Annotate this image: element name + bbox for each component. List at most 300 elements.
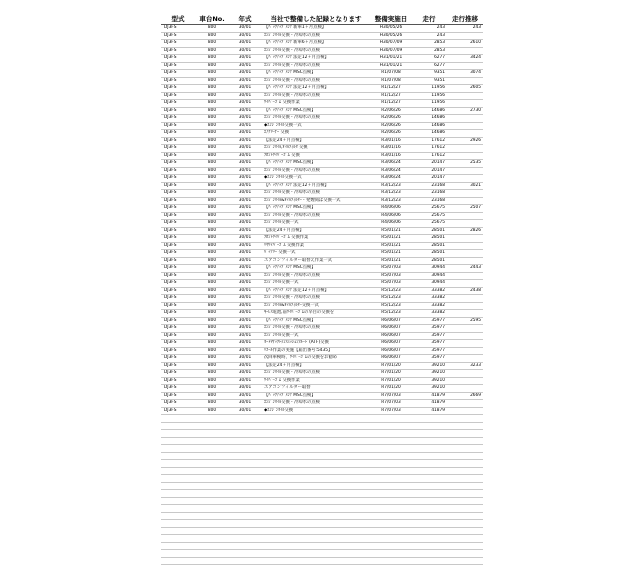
empty-cell (411, 512, 447, 520)
cell-description: ﾌﾛﾝﾄﾜｲﾊﾟｰｺﾞﾑ 交換 (261, 152, 371, 160)
empty-cell (447, 452, 483, 460)
cell-unit-number: 800 (195, 100, 229, 108)
empty-cell (229, 415, 261, 423)
cell-model: DJ3FS (161, 242, 195, 250)
cell-model: DJ3FS (161, 167, 195, 175)
cell-mileage: 41879 (411, 392, 447, 400)
cell-year: 30/01 (229, 295, 261, 303)
cell-description: ｴﾝｼﾞﾝｵｲﾙ交換・冷却水の点検 (261, 92, 371, 100)
cell-mileage-trend: 2595 (447, 317, 483, 325)
empty-cell (195, 520, 229, 528)
cell-unit-number: 800 (195, 77, 229, 85)
empty-cell (161, 437, 195, 445)
cell-description: 次回車検時、ﾜｲﾊﾟｰｺﾞﾑの交換をお勧め (261, 355, 371, 363)
cell-unit-number: 800 (195, 317, 229, 325)
empty-cell (229, 430, 261, 438)
cell-model: DJ3FS (161, 62, 195, 70)
cell-mileage: 28501 (411, 227, 447, 235)
cell-model: DJ3FS (161, 362, 195, 370)
cell-unit-number: 800 (195, 272, 229, 280)
empty-cell (371, 452, 411, 460)
cell-mileage: 9351 (411, 70, 447, 78)
empty-cell (229, 535, 261, 543)
cell-service-date: R7/07/03 (371, 392, 411, 400)
empty-cell (261, 542, 371, 550)
empty-cell (195, 467, 229, 475)
cell-mileage-trend (447, 77, 483, 85)
cell-unit-number: 800 (195, 47, 229, 55)
empty-row (161, 460, 483, 468)
cell-description: ｴﾝｼﾞﾝｵｲﾙ交換・冷却水の点検 (261, 295, 371, 303)
empty-cell (447, 527, 483, 535)
empty-cell (411, 430, 447, 438)
cell-unit-number: 800 (195, 362, 229, 370)
empty-cell (411, 445, 447, 453)
empty-cell (161, 467, 195, 475)
cell-unit-number: 800 (195, 227, 229, 235)
cell-year: 30/01 (229, 122, 261, 130)
cell-mileage-trend: 2605 (447, 85, 483, 93)
cell-year: 30/01 (229, 302, 261, 310)
table-row (161, 47, 483, 55)
empty-cell (371, 497, 411, 505)
cell-mileage: 243 (411, 25, 447, 33)
cell-model: DJ3FS (161, 302, 195, 310)
empty-cell (261, 497, 371, 505)
cell-model: DJ3FS (161, 32, 195, 40)
empty-cell (195, 475, 229, 483)
empty-cell (447, 422, 483, 430)
table-row (161, 250, 483, 258)
cell-model: DJ3FS (161, 160, 195, 168)
cell-model: DJ3FS (161, 190, 195, 198)
cell-service-date: H31/01/21 (371, 62, 411, 70)
empty-cell (229, 490, 261, 498)
cell-year: 30/01 (229, 242, 261, 250)
cell-unit-number: 800 (195, 265, 229, 273)
cell-mileage: 2853 (411, 40, 447, 48)
cell-mileage: 33382 (411, 295, 447, 303)
table-row (161, 370, 483, 378)
cell-mileage-trend (447, 122, 483, 130)
cell-service-date: R3/01/16 (371, 152, 411, 160)
table-row (161, 332, 483, 340)
empty-cell (411, 542, 447, 550)
empty-cell (195, 527, 229, 535)
header-model: 型式 (161, 12, 195, 25)
cell-unit-number: 800 (195, 377, 229, 385)
cell-service-date: R6/06/07 (371, 340, 411, 348)
empty-cell (195, 490, 229, 498)
cell-mileage-trend (447, 92, 483, 100)
cell-mileage: 28501 (411, 250, 447, 258)
cell-model: DJ3FS (161, 227, 195, 235)
cell-description: ◆ｴﾝｼﾞﾝｵｲﾙ交換 (261, 407, 371, 415)
cell-description: ｴﾝｼﾞﾝｵｲﾙ交換一式 (261, 332, 371, 340)
cell-unit-number: 800 (195, 70, 229, 78)
cell-mileage: 33382 (411, 287, 447, 295)
cell-year: 30/01 (229, 325, 261, 333)
cell-description: ◆ｴﾝｼﾞﾝｵｲﾙ交換一式 (261, 175, 371, 183)
cell-unit-number: 800 (195, 167, 229, 175)
empty-cell (161, 452, 195, 460)
cell-model: DJ3FS (161, 272, 195, 280)
cell-year: 30/01 (229, 205, 261, 213)
cell-mileage: 23168 (411, 190, 447, 198)
cell-mileage-trend (447, 280, 483, 288)
empty-cell (229, 467, 261, 475)
cell-service-date: R6/06/07 (371, 332, 411, 340)
cell-description: 【ﾊﾞｯｸｱｯﾌﾟﾒﾝﾃ MSC点検】 (261, 205, 371, 213)
cell-mileage: 9351 (411, 77, 447, 85)
cell-description: 【法定24ヶ月点検】 (261, 137, 371, 145)
cell-mileage-trend: 2438 (447, 287, 483, 295)
cell-unit-number: 800 (195, 302, 229, 310)
cell-description: 【ﾊﾞｯｸｱｯﾌﾟﾒﾝﾃ MSC点検】 (261, 317, 371, 325)
cell-service-date: R7/07/03 (371, 407, 411, 415)
table-row (161, 265, 483, 273)
cell-service-date: R5/01/21 (371, 227, 411, 235)
cell-mileage: 35977 (411, 355, 447, 363)
table-row (161, 62, 483, 70)
cell-description: 【法定24ヶ月点検】 (261, 362, 371, 370)
cell-year: 30/01 (229, 47, 261, 55)
empty-cell (161, 475, 195, 483)
cell-service-date: R4/06/06 (371, 205, 411, 213)
cell-service-date: H30/07/09 (371, 47, 411, 55)
cell-unit-number: 800 (195, 62, 229, 70)
cell-mileage-trend (447, 400, 483, 408)
cell-year: 30/01 (229, 362, 261, 370)
cell-year: 30/01 (229, 400, 261, 408)
cell-model: DJ3FS (161, 100, 195, 108)
empty-cell (195, 557, 229, 565)
cell-model: DJ3FS (161, 407, 195, 415)
empty-cell (161, 512, 195, 520)
cell-mileage: 35977 (411, 340, 447, 348)
empty-cell (261, 460, 371, 468)
cell-service-date: R3/06/24 (371, 160, 411, 168)
cell-description: ﾘﾔﾜｲﾊﾟｰｺﾞﾑ 交換作業 (261, 242, 371, 250)
cell-service-date: R2/06/26 (371, 107, 411, 115)
empty-cell (161, 415, 195, 423)
cell-service-date: R6/06/07 (371, 325, 411, 333)
header-service-date: 整備実施日 (371, 12, 411, 25)
empty-cell (261, 527, 371, 535)
cell-service-date: R5/01/21 (371, 235, 411, 243)
empty-cell (195, 550, 229, 558)
cell-year: 30/01 (229, 182, 261, 190)
table-row (161, 257, 483, 265)
cell-mileage-trend (447, 175, 483, 183)
cell-unit-number: 800 (195, 160, 229, 168)
table-row (161, 347, 483, 355)
cell-service-date: R5/12/23 (371, 295, 411, 303)
cell-unit-number: 800 (195, 392, 229, 400)
cell-description: 【ﾊﾞｯｸｱｯﾌﾟﾒﾝﾃ 法定12ヶ月点検】 (261, 55, 371, 63)
empty-cell (195, 497, 229, 505)
header-row (161, 12, 483, 25)
cell-description: 【ﾊﾞｯｸｱｯﾌﾟﾒﾝﾃ MSC点検】 (261, 265, 371, 273)
cell-service-date: R5/12/23 (371, 302, 411, 310)
cell-unit-number: 800 (195, 122, 229, 130)
table-row (161, 325, 483, 333)
cell-service-date: R6/06/07 (371, 355, 411, 363)
cell-unit-number: 800 (195, 355, 229, 363)
empty-cell (229, 527, 261, 535)
cell-model: DJ3FS (161, 47, 195, 55)
cell-mileage: 11956 (411, 85, 447, 93)
cell-year: 30/01 (229, 152, 261, 160)
cell-description: 【ﾊﾞｯｸｱｯﾌﾟﾒﾝﾃ 法定12ヶ月点検】 (261, 182, 371, 190)
cell-service-date: R5/01/21 (371, 242, 411, 250)
header-year: 年式 (229, 12, 261, 25)
table-row (161, 100, 483, 108)
cell-description: ｴｱｸﾘｰﾅｰ 交換 (261, 130, 371, 138)
table-row (161, 115, 483, 123)
empty-cell (411, 505, 447, 513)
cell-service-date: R7/07/03 (371, 400, 411, 408)
cell-description: ﾘｺｰﾙ作業の実施【届出番号:5435】 (261, 347, 371, 355)
empty-cell (229, 460, 261, 468)
empty-cell (195, 452, 229, 460)
cell-mileage-trend (447, 302, 483, 310)
cell-mileage: 20147 (411, 175, 447, 183)
empty-row (161, 415, 483, 423)
cell-mileage: 35977 (411, 332, 447, 340)
cell-mileage: 39210 (411, 377, 447, 385)
cell-service-date: R2/06/26 (371, 130, 411, 138)
empty-cell (161, 490, 195, 498)
cell-mileage-trend: 243 (447, 25, 483, 33)
cell-year: 30/01 (229, 197, 261, 205)
cell-service-date: R3/06/24 (371, 175, 411, 183)
empty-cell (161, 527, 195, 535)
empty-row (161, 445, 483, 453)
cell-mileage-trend: 3424 (447, 55, 483, 63)
cell-description: ｴﾝｼﾞﾝｵｲﾙ交換・冷却水の点検 (261, 370, 371, 378)
cell-unit-number: 800 (195, 85, 229, 93)
cell-mileage-trend (447, 257, 483, 265)
cell-unit-number: 800 (195, 235, 229, 243)
cell-year: 30/01 (229, 355, 261, 363)
cell-mileage-trend (447, 152, 483, 160)
empty-cell (229, 452, 261, 460)
cell-description: ｵｰﾄﾏﾁｯｸﾄﾗﾝｽﾐｯｼｮﾝﾌﾙｰﾄﾞ(ATF)交換 (261, 340, 371, 348)
cell-year: 30/01 (229, 92, 261, 100)
cell-service-date: R1/12/27 (371, 85, 411, 93)
cell-year: 30/01 (229, 115, 261, 123)
cell-mileage-trend (447, 62, 483, 70)
cell-description: 【ﾊﾞｯｸｱｯﾌﾟﾒﾝﾃ MSC点検】 (261, 107, 371, 115)
cell-description: ｴﾝｼﾞﾝｵｲﾙ交換・冷却水の点検 (261, 212, 371, 220)
table-row (161, 160, 483, 168)
empty-cell (371, 535, 411, 543)
cell-mileage-trend (447, 355, 483, 363)
table-row (161, 130, 483, 138)
cell-unit-number: 800 (195, 25, 229, 33)
empty-cell (411, 557, 447, 565)
cell-mileage: 6277 (411, 62, 447, 70)
empty-row (161, 467, 483, 475)
cell-description: ｴﾝｼﾞﾝｵｲﾙ&ｵｲﾙﾌｨﾙﾀｰ・発煙筒は交換一式 (261, 197, 371, 205)
table-row (161, 40, 483, 48)
cell-mileage: 39210 (411, 362, 447, 370)
cell-year: 30/01 (229, 145, 261, 153)
cell-year: 30/01 (229, 107, 261, 115)
empty-cell (195, 482, 229, 490)
cell-mileage: 30944 (411, 280, 447, 288)
header-unit-number: 車台No. (195, 12, 229, 25)
cell-year: 30/01 (229, 175, 261, 183)
cell-mileage-trend (447, 32, 483, 40)
empty-cell (261, 535, 371, 543)
cell-unit-number: 800 (195, 310, 229, 318)
table-row (161, 220, 483, 228)
empty-cell (161, 520, 195, 528)
empty-cell (447, 482, 483, 490)
cell-mileage-trend (447, 310, 483, 318)
cell-model: DJ3FS (161, 385, 195, 393)
empty-cell (447, 445, 483, 453)
empty-cell (229, 475, 261, 483)
cell-service-date: R2/06/26 (371, 122, 411, 130)
table-row (161, 167, 483, 175)
empty-cell (261, 482, 371, 490)
cell-model: DJ3FS (161, 325, 195, 333)
cell-year: 30/01 (229, 340, 261, 348)
empty-cell (371, 557, 411, 565)
cell-model: DJ3FS (161, 265, 195, 273)
cell-description: 【法定24ヶ月点検】 (261, 227, 371, 235)
empty-row (161, 430, 483, 438)
empty-row (161, 535, 483, 543)
cell-mileage-trend (447, 235, 483, 243)
cell-description: 【ﾊﾞｯｸｱｯﾌﾟﾒﾝﾃ MSC点検】 (261, 160, 371, 168)
cell-unit-number: 800 (195, 175, 229, 183)
cell-mileage: 28501 (411, 242, 447, 250)
cell-model: DJ3FS (161, 257, 195, 265)
cell-year: 30/01 (229, 235, 261, 243)
cell-description: ｴﾝｼﾞﾝｵｲﾙ,ｵｲﾙﾌｨﾙﾀ 交換 (261, 145, 371, 153)
table-row (161, 152, 483, 160)
cell-year: 30/01 (229, 62, 261, 70)
cell-year: 30/01 (229, 280, 261, 288)
empty-cell (195, 415, 229, 423)
cell-mileage: 39210 (411, 370, 447, 378)
empty-cell (371, 460, 411, 468)
cell-mileage-trend (447, 212, 483, 220)
empty-row (161, 550, 483, 558)
cell-description: 【ﾊﾞｯｸｱｯﾌﾟﾒﾝﾃ MSC点検】 (261, 392, 371, 400)
table-row (161, 55, 483, 63)
cell-unit-number: 800 (195, 145, 229, 153)
table-row (161, 302, 483, 310)
cell-unit-number: 800 (195, 385, 229, 393)
cell-mileage: 25675 (411, 220, 447, 228)
table-row (161, 235, 483, 243)
empty-cell (371, 430, 411, 438)
empty-cell (261, 505, 371, 513)
cell-service-date: R7/01/20 (371, 385, 411, 393)
cell-mileage: 30944 (411, 265, 447, 273)
cell-description: ｷｰﾚｽ電池,前ﾜｲﾊﾟｰｺﾞﾑの早目の交換を (261, 310, 371, 318)
empty-cell (161, 430, 195, 438)
table-row (161, 92, 483, 100)
empty-cell (161, 557, 195, 565)
empty-row (161, 505, 483, 513)
cell-service-date: R4/06/06 (371, 212, 411, 220)
table-row (161, 385, 483, 393)
empty-cell (261, 475, 371, 483)
cell-model: DJ3FS (161, 40, 195, 48)
cell-description: ｴﾝｼﾞﾝｵｲﾙ交換・冷却水の点検 (261, 167, 371, 175)
empty-cell (161, 445, 195, 453)
table-row (161, 400, 483, 408)
cell-description: ｴﾝｼﾞﾝｵｲﾙ交換・冷却水の点検 (261, 62, 371, 70)
empty-cell (229, 550, 261, 558)
cell-unit-number: 800 (195, 295, 229, 303)
cell-mileage-trend (447, 145, 483, 153)
cell-unit-number: 800 (195, 287, 229, 295)
empty-cell (371, 505, 411, 513)
cell-year: 30/01 (229, 77, 261, 85)
cell-mileage: 28501 (411, 235, 447, 243)
empty-cell (261, 430, 371, 438)
cell-description: ｴﾝｼﾞﾝｵｲﾙ交換・冷却水の点検 (261, 272, 371, 280)
cell-mileage-trend: 2443 (447, 265, 483, 273)
cell-description: ｴﾝｼﾞﾝｵｲﾙ&ｵｲﾙﾌｨﾙﾀｰ交換一式 (261, 302, 371, 310)
empty-cell (261, 557, 371, 565)
cell-year: 30/01 (229, 287, 261, 295)
cell-service-date: R5/07/03 (371, 265, 411, 273)
cell-service-date: H30/05/26 (371, 25, 411, 33)
cell-service-date: H30/07/09 (371, 40, 411, 48)
cell-year: 30/01 (229, 377, 261, 385)
cell-model: DJ3FS (161, 220, 195, 228)
cell-description: ｴﾝｼﾞﾝｵｲﾙ交換・冷却水の点検 (261, 32, 371, 40)
cell-mileage: 17612 (411, 145, 447, 153)
cell-mileage: 243 (411, 32, 447, 40)
cell-mileage: 39210 (411, 385, 447, 393)
empty-cell (261, 415, 371, 423)
cell-year: 30/01 (229, 137, 261, 145)
cell-model: DJ3FS (161, 250, 195, 258)
cell-mileage: 25675 (411, 212, 447, 220)
cell-description: エアコンフィルター取替 (261, 385, 371, 393)
cell-model: DJ3FS (161, 55, 195, 63)
empty-cell (411, 497, 447, 505)
cell-year: 30/01 (229, 70, 261, 78)
table-row (161, 340, 483, 348)
cell-mileage: 41879 (411, 400, 447, 408)
empty-cell (261, 520, 371, 528)
cell-description: ｴﾝｼﾞﾝｵｲﾙ交換・冷却水の点検 (261, 325, 371, 333)
cell-model: DJ3FS (161, 175, 195, 183)
cell-description: ｴﾝｼﾞﾝｵｲﾙ交換・冷却水の点検 (261, 77, 371, 85)
cell-mileage-trend (447, 190, 483, 198)
cell-year: 30/01 (229, 407, 261, 415)
cell-mileage-trend (447, 385, 483, 393)
cell-description: ﾜｲﾊﾟｰｺﾞﾑ 交換作業 (261, 377, 371, 385)
empty-cell (371, 520, 411, 528)
empty-cell (371, 422, 411, 430)
cell-service-date: R3/12/23 (371, 190, 411, 198)
cell-service-date: R1/07/08 (371, 70, 411, 78)
cell-mileage-trend: 2926 (447, 137, 483, 145)
cell-mileage-trend: 2535 (447, 160, 483, 168)
cell-description: 【ﾊﾞｯｸｱｯﾌﾟﾒﾝﾃ 新車1ヶ月点検】 (261, 25, 371, 33)
